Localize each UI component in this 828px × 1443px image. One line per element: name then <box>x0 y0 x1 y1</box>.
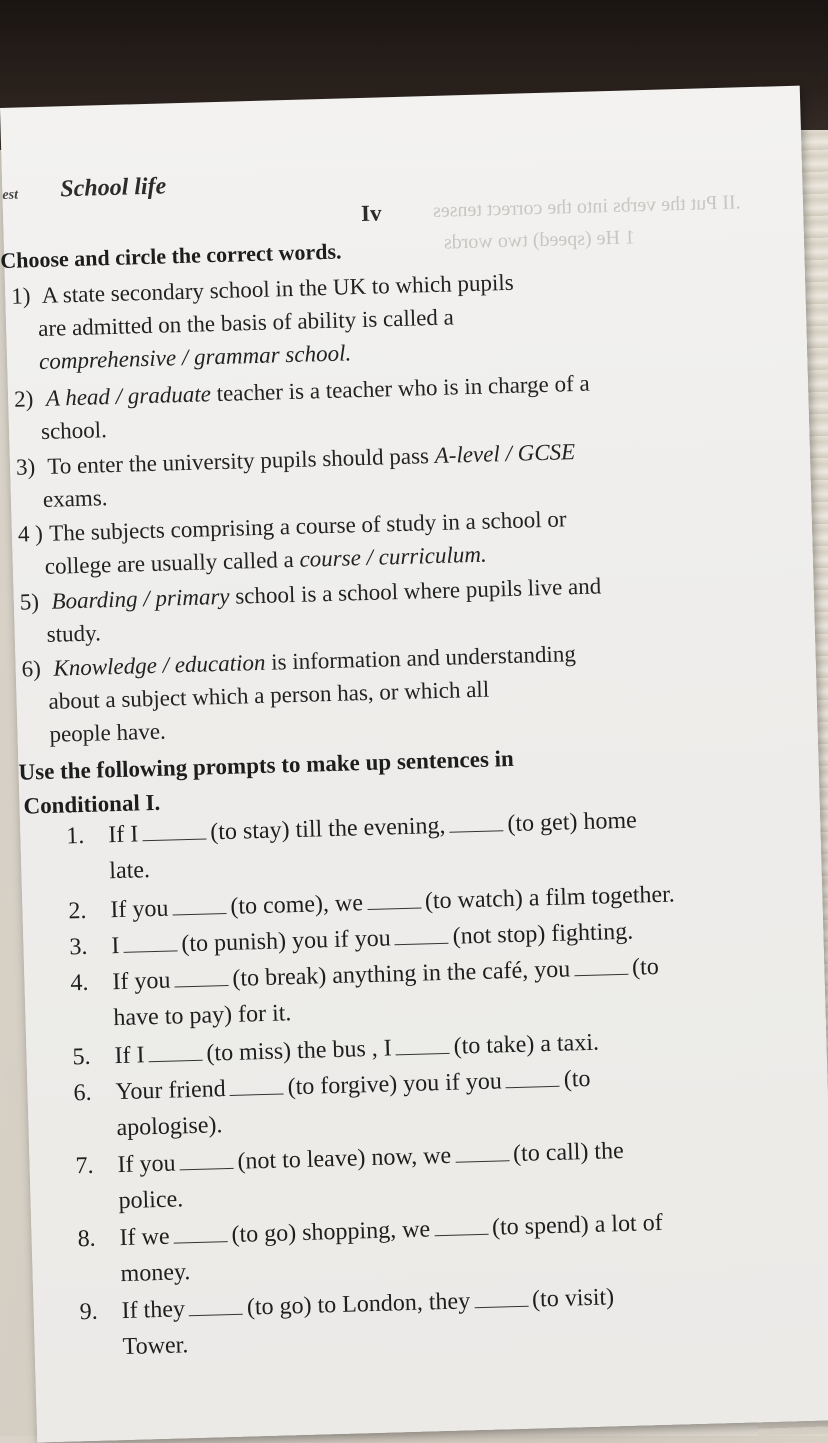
answer-blank[interactable] <box>172 893 227 915</box>
answer-options[interactable]: comprehensive / grammar school. <box>38 340 352 375</box>
section-number: Iv <box>360 200 382 226</box>
answer-blank[interactable] <box>394 923 449 945</box>
task2-item-8: 8. If we (to go) shopping, we (to spend) a lot of money. <box>77 1209 664 1288</box>
bleed-through-text: .II Put the verbs into the correct tenses <box>432 191 741 222</box>
task1-instruction: Choose and circle the correct words. <box>0 238 342 274</box>
answer-blank[interactable] <box>189 1294 244 1316</box>
answer-blank[interactable] <box>123 930 178 952</box>
task2-item-1: 1. If I (to stay) till the evening, (to get) home late. <box>66 807 638 885</box>
task2-instruction: Use the following prompts to make up sentences in Conditional I. <box>18 745 515 819</box>
answer-blank[interactable] <box>455 1140 510 1162</box>
task2-item-2: 2. If you (to come), we (to watch) a film together. <box>68 881 676 925</box>
answer-blank[interactable] <box>179 1148 234 1170</box>
task2-item-7: 7. If you (not to leave) now, we (to call) the police. <box>75 1137 625 1215</box>
task1-item-2: 2) A head / graduate teacher is a teacher who is in charge of a school. <box>13 370 590 444</box>
answer-blank[interactable] <box>395 1033 450 1055</box>
answer-options[interactable]: A head / graduate <box>45 381 212 411</box>
task1-item-4: 4 ) The subjects comprising a course of study in a school or college are usually called a course / curriculum. <box>17 506 567 579</box>
task1-item-6: 6) Knowledge / education is information and understanding about a subject which a person has, or which all people have. <box>21 641 577 747</box>
page-title: School life <box>59 173 167 203</box>
task2-item-9: 9. If they (to go) to London, they (to visit) Tower. <box>79 1284 615 1361</box>
answer-blank[interactable] <box>367 888 422 910</box>
answer-blank[interactable] <box>449 810 504 832</box>
answer-blank[interactable] <box>148 1040 203 1062</box>
answer-blank[interactable] <box>574 954 629 976</box>
task2-item-6: 6. Your friend (to forgive) you if you (to apologise). <box>73 1065 591 1142</box>
answer-blank[interactable] <box>142 819 207 842</box>
worksheet-page <box>0 86 828 1443</box>
answer-blank[interactable] <box>474 1286 529 1308</box>
task1-item-5: 5) Boarding / primary school is a school where pupils live and study. <box>19 573 602 647</box>
task2-item-5: 5. If I (to miss) the bus , I (to take) a taxi. <box>72 1029 600 1071</box>
task1-item-1: 1) A state secondary school in the UK to which pupils are admitted on the basis of ability is called a comprehensive / grammar school. <box>11 259 773 379</box>
task2-item-4: 4. If you (to break) anything in the café, you (to have to pay) for it. <box>70 953 660 1032</box>
answer-options[interactable]: course / curriculum. <box>299 541 487 572</box>
task2-item-3: 3. I (to punish) you if you (not stop) fighting. <box>69 918 634 961</box>
answer-blank[interactable] <box>434 1214 489 1236</box>
task1-item-3: 3) To enter the university pupils should pass A-level / GCSE exams. <box>15 439 576 512</box>
answer-options[interactable]: A-level / GCSE <box>434 439 576 468</box>
answer-blank[interactable] <box>229 1073 284 1095</box>
answer-options[interactable]: Boarding / primary <box>51 583 230 614</box>
answer-blank[interactable] <box>174 965 229 987</box>
header-tag: est <box>2 187 19 203</box>
answer-blank[interactable] <box>173 1221 228 1243</box>
bleed-through-text: 1 He (speed) two words <box>443 226 636 254</box>
answer-options[interactable]: Knowledge / education <box>53 649 266 681</box>
answer-blank[interactable] <box>505 1066 560 1088</box>
